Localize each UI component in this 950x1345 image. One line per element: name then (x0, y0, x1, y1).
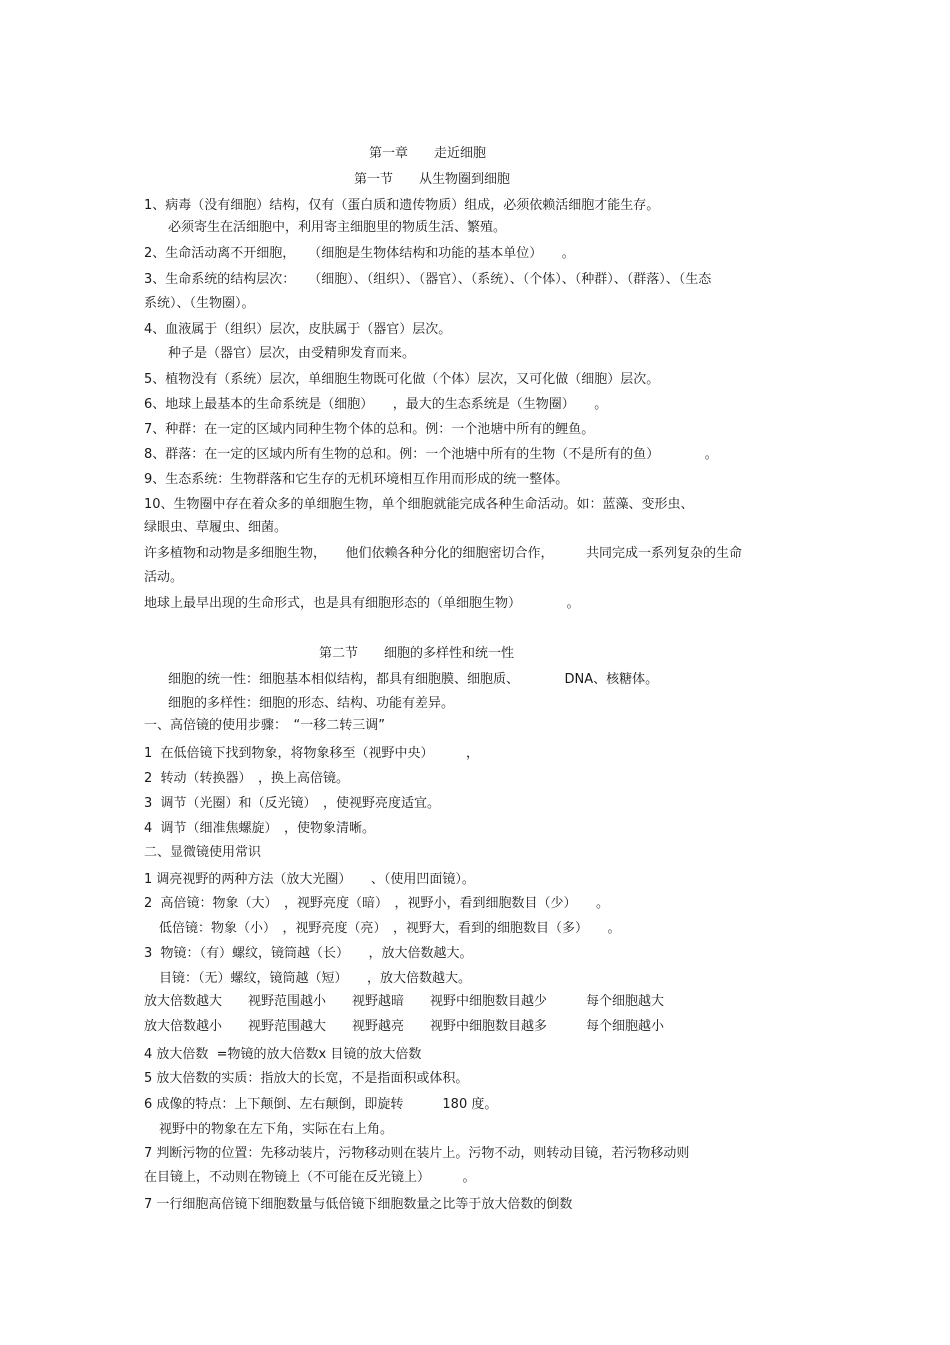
text-line: 3、生命系统的结构层次： （细胞）、（组织）、（器官）、（系统）、（个体）、（种群）、（群落）、（生态 (144, 272, 712, 287)
text-line: 系统）、（生物圈）。 (144, 296, 255, 311)
text-line: 7 一行细胞高倍镜下细胞数量与低倍镜下细胞数量之比等于放大倍数的倒数 (144, 1197, 573, 1212)
text-line: 4、血液属于（组织）层次，皮肤属于（器官）层次。 (144, 322, 452, 337)
text-line: 低倍镜：物象（小） ，视野亮度（亮） ，视野大，看到的细胞数目（多） 。 (159, 921, 621, 936)
text-line: 种子是（器官）层次，由受精卵发育而来。 (168, 346, 416, 361)
text-line: 8、群落：在一定的区域内所有生物的总和。例：一个池塘中所有的生物（不是所有的鱼） 。 (144, 447, 718, 462)
text-line: 2 高倍镜：物象（大） ，视野亮度（暗） ，视野小，看到细胞数目（少） 。 (144, 896, 610, 911)
text-line: 细胞的多样性：细胞的形态、结构、功能有差异。 (168, 696, 455, 711)
text-line: 10、生物圈中存在着众多的单细胞生物，单个细胞就能完成各种生命活动。如：蓝藻、变形虫、 (144, 497, 694, 512)
text-line: 放大倍数越大 视野范围越小 视野越暗 视野中细胞数目越少 每个细胞越大 (144, 994, 665, 1009)
chapter-title: 第一章 走近细胞 (369, 146, 487, 161)
section-title: 第二节 细胞的多样性和统一性 (319, 646, 515, 661)
text-line: 必须寄生在活细胞中，利用寄主细胞里的物质生活、繁殖。 (168, 220, 507, 235)
text-line: 在目镜上，不动则在物镜上（不可能在反光镜上） 。 (144, 1170, 476, 1185)
text-line: 6、地球上最基本的生命系统是（细胞） ，最大的生态系统是（生物圈） 。 (144, 397, 608, 412)
section-title: 第一节 从生物圈到细胞 (354, 172, 511, 187)
text-line: 3 调节（光圈）和（反光镜） ，使视野亮度适宜。 (144, 796, 441, 811)
text-line: 绿眼虫、草履虫、细菌。 (144, 520, 288, 535)
text-line: 1、病毒（没有细胞）结构，仅有（蛋白质和遗传物质）组成，必须依赖活细胞才能生存。 (144, 198, 660, 213)
text-line: 活动。 (144, 570, 184, 585)
text-line: 地球上最早出现的生命形式，也是具有细胞形态的（单细胞生物） 。 (144, 596, 580, 611)
text-line: 1 调亮视野的两种方法（放大光圈） 、（使用凹面镜）。 (144, 872, 475, 887)
text-line: 2 转动（转换器） ，换上高倍镜。 (144, 771, 350, 786)
text-line: 5 放大倍数的实质：指放大的长宽，不是指面积或体积。 (144, 1071, 469, 1086)
text-line: 3 物镜：（有）螺纹，镜筒越（长） ，放大倍数越大。 (144, 946, 473, 961)
text-line: 目镜：（无）螺纹，镜筒越（短） ，放大倍数越大。 (159, 971, 472, 986)
text-line: 细胞的统一性：细胞基本相似结构，都具有细胞膜、细胞质、 DNA、核糖体。 (168, 672, 659, 687)
text-line: 6 成像的特点：上下颠倒、左右颠倒，即旋转 180 度。 (144, 1097, 498, 1112)
text-line: 4 放大倍数 =物镜的放大倍数x 目镜的放大倍数 (144, 1047, 422, 1062)
text-line: 7、种群：在一定的区域内同种生物个体的总和。例：一个池塘中所有的鲤鱼。 (144, 422, 595, 437)
text-line: 4 调节（细准焦螺旋） ，使物象清晰。 (144, 821, 376, 836)
text-line: 放大倍数越小 视野范围越大 视野越亮 视野中细胞数目越多 每个细胞越小 (144, 1019, 665, 1034)
text-line: 5、植物没有（系统）层次，单细胞生物既可化做（个体）层次，又可化做（细胞）层次。 (144, 372, 660, 387)
text-line: 1 在低倍镜下找到物象，将物象移至（视野中央） ， (144, 746, 480, 761)
text-line: 一、高倍镜的使用步骤： “一移二转三调” (144, 718, 385, 733)
text-line: 二、显微镜使用常识 (144, 845, 262, 860)
text-line: 许多植物和动物是多细胞生物， 他们依赖各种分化的细胞密切合作， 共同完成一系列复杂的生命 (144, 546, 743, 561)
text-line: 9、生态系统：生物群落和它生存的无机环境相互作用而形成的统一整体。 (144, 472, 569, 487)
text-line: 7 判断污物的位置：先移动装片，污物移动则在装片上。污物不动，则转动目镜，若污物移动则 (144, 1146, 690, 1161)
text-line: 2、生命活动离不开细胞， （细胞是生物体结构和功能的基本单位） 。 (144, 246, 575, 261)
text-line: 视野中的物象在左下角，实际在右上角。 (159, 1122, 394, 1137)
